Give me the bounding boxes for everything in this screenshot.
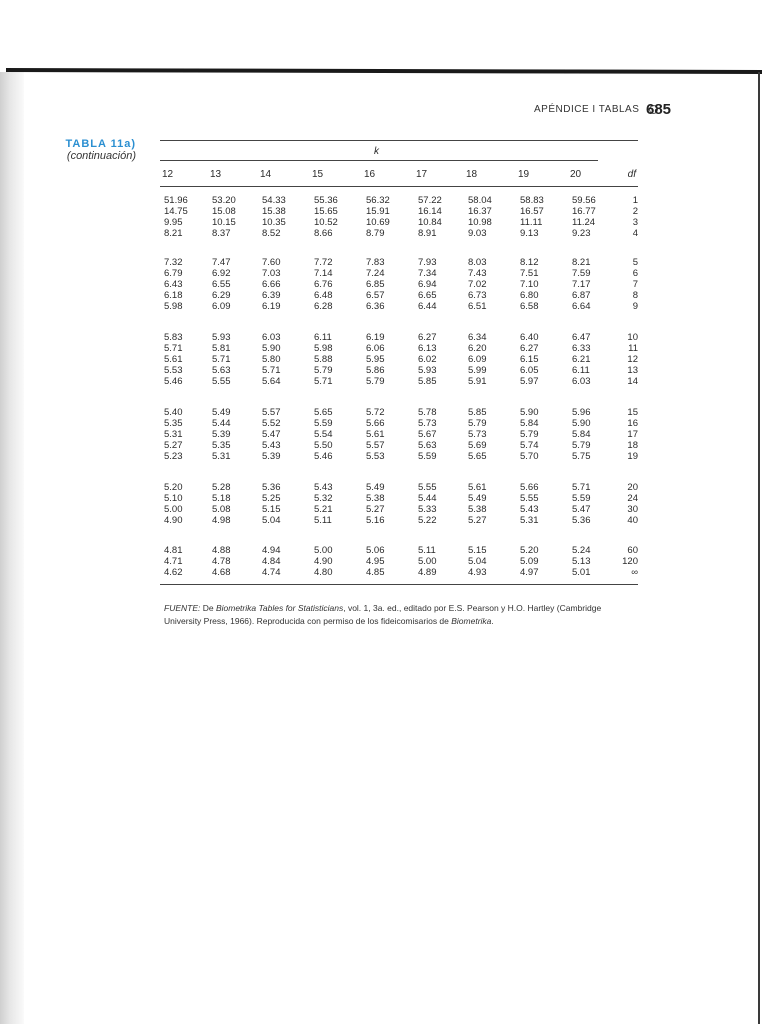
table-cell: 5.57 — [366, 440, 385, 451]
table-cell: 4.68 — [212, 567, 231, 578]
table-cell: 5.36 — [572, 515, 591, 526]
table-cell: 5.79 — [366, 376, 385, 387]
table-cell: 5.09 — [520, 556, 539, 567]
page-right-edge — [758, 72, 760, 1024]
table-cell: 7.72 — [314, 257, 333, 268]
table-cell: 5.11 — [314, 515, 332, 526]
running-head-text: APÉNDICE I TABLAS — [534, 104, 640, 115]
column-header-12: 12 — [162, 169, 174, 180]
table-cell: 10.98 — [468, 217, 492, 228]
table-cell: 6.11 — [314, 332, 332, 343]
table-cell: 11.24 — [572, 217, 596, 228]
table-cell: 14.75 — [164, 206, 188, 217]
page-top-rule — [6, 68, 762, 74]
table-cell: 5.59 — [314, 418, 333, 429]
table-cell: 4.84 — [262, 556, 281, 567]
table-cell: 6.11 — [572, 365, 590, 376]
column-header-20: 20 — [570, 169, 582, 180]
df-cell: 40 — [627, 515, 638, 526]
table-cell: 8.12 — [520, 257, 539, 268]
table-cell: 6.20 — [468, 343, 487, 354]
table-cell: 6.09 — [212, 301, 231, 312]
table-cell: 5.65 — [468, 451, 487, 462]
table-cell: 10.84 — [418, 217, 442, 228]
table-cell: 6.94 — [418, 279, 437, 290]
table-cell: 5.86 — [366, 365, 385, 376]
table-cell: 5.44 — [212, 418, 231, 429]
table-cell: 5.46 — [314, 451, 333, 462]
df-cell: 12 — [627, 354, 638, 365]
table-cell: 6.76 — [314, 279, 333, 290]
df-cell: 20 — [627, 482, 638, 493]
table-cell: 5.79 — [572, 440, 591, 451]
table-cell: 5.79 — [468, 418, 487, 429]
table-cell: 6.79 — [164, 268, 183, 279]
df-cell: 9 — [632, 301, 638, 312]
table-cell: 15.38 — [262, 206, 286, 217]
df-cell: 11 — [628, 343, 638, 354]
table-cell: 9.03 — [468, 228, 487, 239]
k-spanner-rule — [160, 160, 598, 161]
table-cell: 7.32 — [164, 257, 183, 268]
table-cell: 5.52 — [262, 418, 281, 429]
table-cell: 5.49 — [468, 493, 487, 504]
column-header-14: 14 — [260, 169, 272, 180]
table-cell: 4.74 — [262, 567, 281, 578]
table-cell: 6.13 — [418, 343, 437, 354]
table-cell: 5.65 — [314, 407, 333, 418]
table-top-rule — [160, 140, 638, 141]
table-cell: 59.56 — [572, 195, 596, 206]
table-cell: 5.98 — [164, 301, 183, 312]
footnote-label: FUENTE: — [164, 603, 201, 613]
table-cell: 5.38 — [468, 504, 487, 515]
table-cell: 56.32 — [366, 195, 390, 206]
df-cell: 3 — [632, 217, 638, 228]
table-cell: 6.05 — [520, 365, 539, 376]
footnote-text-2: , vol. 1, 3a. ed., editado por E.S. Pearson y H.O. Hartley (Cambridge University Press, 1966). Reproducida con permiso de los fideicomisarios de — [164, 603, 602, 626]
table-cell: 5.36 — [262, 482, 281, 493]
table-cell: 4.97 — [520, 567, 539, 578]
table-cell: 9.13 — [520, 228, 539, 239]
table-subtitle: (continuación) — [66, 150, 136, 162]
running-head — [534, 104, 664, 115]
table-cell: 5.70 — [520, 451, 539, 462]
table-cell: 6.33 — [572, 343, 591, 354]
df-cell: 5 — [632, 257, 638, 268]
table-bottom-rule — [160, 584, 638, 585]
table-cell: 5.73 — [418, 418, 437, 429]
table-cell: 5.55 — [418, 482, 437, 493]
table-cell: 58.83 — [520, 195, 544, 206]
table-cell: 5.16 — [366, 515, 385, 526]
df-cell: 16 — [627, 418, 638, 429]
table-cell: 7.47 — [212, 257, 231, 268]
table-cell: 5.44 — [418, 493, 437, 504]
table-cell: 58.04 — [468, 195, 492, 206]
table-cell: 5.39 — [212, 429, 231, 440]
table-cell: 6.06 — [366, 343, 385, 354]
df-cell: 10 — [627, 332, 638, 343]
table-cell: 5.49 — [366, 482, 385, 493]
footnote-text-3: . — [491, 616, 494, 626]
table-cell: 5.75 — [572, 451, 591, 462]
table-cell: 5.13 — [572, 556, 591, 567]
df-cell: 60 — [627, 545, 638, 556]
table-cell: 7.43 — [468, 268, 487, 279]
table-cell: 4.88 — [212, 545, 231, 556]
table-cell: 5.20 — [164, 482, 183, 493]
df-header: df — [627, 169, 636, 180]
table-cell: 6.34 — [468, 332, 487, 343]
table-cell: 5.93 — [212, 332, 231, 343]
table-cell: 5.57 — [262, 407, 281, 418]
table-cell: 16.14 — [418, 206, 442, 217]
table-cell: 5.31 — [520, 515, 539, 526]
footnote-text-1: De — [200, 603, 216, 613]
table-cell: 4.62 — [164, 567, 183, 578]
table-cell: 10.52 — [314, 217, 338, 228]
df-cell: 7 — [632, 279, 638, 290]
table-cell: 7.17 — [572, 279, 591, 290]
table-cell: 15.08 — [212, 206, 236, 217]
table-cell: 5.35 — [164, 418, 183, 429]
table-cell: 5.15 — [262, 504, 281, 515]
table-cell: 6.55 — [212, 279, 231, 290]
table-cell: 5.53 — [366, 451, 385, 462]
footnote-title-1: Biometrika Tables for Statisticians — [215, 603, 344, 613]
page-edge-shadow — [0, 0, 24, 1024]
table-cell: 5.66 — [520, 482, 539, 493]
table-cell: 5.43 — [314, 482, 333, 493]
table-cell: 5.84 — [572, 429, 591, 440]
table-cell: 6.39 — [262, 290, 281, 301]
table-cell: 5.99 — [468, 365, 487, 376]
table-cell: 6.03 — [572, 376, 591, 387]
table-cell: 4.80 — [314, 567, 333, 578]
table-cell: 5.79 — [314, 365, 333, 376]
table-cell: 5.55 — [212, 376, 231, 387]
table-cell: 4.90 — [164, 515, 183, 526]
table-cell: 7.10 — [520, 279, 539, 290]
table-cell: 5.23 — [164, 451, 183, 462]
table-cell: 7.60 — [262, 257, 281, 268]
table-cell: 6.51 — [468, 301, 487, 312]
table-cell: 7.34 — [418, 268, 437, 279]
table-cell: 10.15 — [212, 217, 236, 228]
table-cell: 10.35 — [262, 217, 286, 228]
table-cell: 5.27 — [164, 440, 183, 451]
table-cell: 7.14 — [314, 268, 333, 279]
table-cell: 4.85 — [366, 567, 385, 578]
table-cell: 5.35 — [212, 440, 231, 451]
table-cell: 5.21 — [314, 504, 333, 515]
table-cell: 6.21 — [572, 354, 591, 365]
table-cell: 5.72 — [366, 407, 385, 418]
table-cell: 8.37 — [212, 228, 231, 239]
table-cell: 5.31 — [164, 429, 183, 440]
table-cell: 6.66 — [262, 279, 281, 290]
table-cell: 11.11 — [520, 217, 543, 228]
table-cell: 5.33 — [418, 504, 437, 515]
column-header-17: 17 — [416, 169, 428, 180]
table-cell: 54.33 — [262, 195, 286, 206]
header-bottom-rule — [160, 186, 638, 187]
footnote-title-2: Biometrika — [451, 616, 492, 626]
table-cell: 6.19 — [262, 301, 281, 312]
table-cell: 5.31 — [212, 451, 231, 462]
table-cell: 5.93 — [418, 365, 437, 376]
df-cell: 17 — [627, 429, 638, 440]
table-cell: 8.79 — [366, 228, 385, 239]
table-cell: 5.28 — [212, 482, 231, 493]
table-cell: 5.71 — [572, 482, 591, 493]
table-cell: 5.43 — [262, 440, 281, 451]
page-number: 685 — [646, 101, 672, 118]
table-cell: 5.00 — [164, 504, 183, 515]
table-cell: 6.43 — [164, 279, 183, 290]
table-cell: 5.90 — [520, 407, 539, 418]
table-cell: 7.83 — [366, 257, 385, 268]
table-cell: 4.81 — [164, 545, 183, 556]
table-cell: 6.28 — [314, 301, 333, 312]
table-cell: 5.01 — [572, 567, 591, 578]
column-header-15: 15 — [312, 169, 324, 180]
df-cell: 18 — [627, 440, 638, 451]
table-cell: 6.15 — [520, 354, 539, 365]
source-footnote — [164, 602, 624, 628]
table-cell: 5.24 — [572, 545, 591, 556]
table-cell: 5.79 — [520, 429, 539, 440]
table-cell: 53.20 — [212, 195, 236, 206]
table-cell: 5.59 — [572, 493, 591, 504]
df-cell: 120 — [622, 556, 638, 567]
table-cell: 51.96 — [164, 195, 188, 206]
table-cell: 6.09 — [468, 354, 487, 365]
table-cell: 4.93 — [468, 567, 487, 578]
table-cell: 7.24 — [366, 268, 385, 279]
table-cell: 5.98 — [314, 343, 333, 354]
table-cell: 5.00 — [314, 545, 333, 556]
table-cell: 4.90 — [314, 556, 333, 567]
table-cell: 5.27 — [468, 515, 487, 526]
table-cell: 5.91 — [468, 376, 487, 387]
table-cell: 7.93 — [418, 257, 437, 268]
table-cell: 4.95 — [366, 556, 385, 567]
table-cell: 5.80 — [262, 354, 281, 365]
table-cell: 6.92 — [212, 268, 231, 279]
table-cell: 5.00 — [418, 556, 437, 567]
df-cell: 6 — [632, 268, 638, 279]
table-cell: 7.59 — [572, 268, 591, 279]
table-cell: 4.78 — [212, 556, 231, 567]
table-cell: 6.87 — [572, 290, 591, 301]
table-cell: 6.27 — [418, 332, 437, 343]
table-cell: 6.85 — [366, 279, 385, 290]
table-cell: 5.25 — [262, 493, 281, 504]
df-cell: 30 — [627, 504, 638, 515]
table-cell: 5.22 — [418, 515, 437, 526]
table-cell: 5.15 — [468, 545, 487, 556]
table-cell: 4.98 — [212, 515, 231, 526]
df-cell: 24 — [627, 493, 638, 504]
table-cell: 5.81 — [212, 343, 231, 354]
table-title: TABLA 11a) — [65, 138, 136, 150]
table-cell: 5.85 — [468, 407, 487, 418]
table-cell: 5.43 — [520, 504, 539, 515]
table-cell: 6.27 — [520, 343, 539, 354]
table-cell: 5.90 — [572, 418, 591, 429]
column-header-19: 19 — [518, 169, 530, 180]
table-cell: 5.78 — [418, 407, 437, 418]
table-cell: 6.57 — [366, 290, 385, 301]
column-header-16: 16 — [364, 169, 376, 180]
table-cell: 5.47 — [572, 504, 591, 515]
table-cell: 5.71 — [314, 376, 333, 387]
table-cell: 5.67 — [418, 429, 437, 440]
table-cell: 5.61 — [468, 482, 487, 493]
table-cell: 16.77 — [572, 206, 596, 217]
df-cell: 13 — [627, 365, 638, 376]
table-cell: 5.63 — [212, 365, 231, 376]
table-cell: 5.85 — [418, 376, 437, 387]
table-cell: 8.21 — [572, 257, 591, 268]
table-cell: 8.52 — [262, 228, 281, 239]
table-cell: 6.29 — [212, 290, 231, 301]
table-cell: 5.08 — [212, 504, 231, 515]
table-cell: 5.69 — [468, 440, 487, 451]
table-cell: 6.73 — [468, 290, 487, 301]
table-cell: 5.71 — [164, 343, 183, 354]
table-cell: 5.61 — [164, 354, 183, 365]
table-cell: 6.18 — [164, 290, 183, 301]
table-cell: 6.44 — [418, 301, 437, 312]
df-cell: ∞ — [631, 567, 638, 578]
table-cell: 5.66 — [366, 418, 385, 429]
table-cell: 5.39 — [262, 451, 281, 462]
table-cell: 7.02 — [468, 279, 487, 290]
table-cell: 5.59 — [418, 451, 437, 462]
column-header-18: 18 — [466, 169, 478, 180]
table-cell: 5.74 — [520, 440, 539, 451]
table-cell: 5.11 — [418, 545, 436, 556]
table-cell: 5.06 — [366, 545, 385, 556]
table-cell: 8.03 — [468, 257, 487, 268]
table-caption — [50, 138, 136, 162]
table-cell: 6.40 — [520, 332, 539, 343]
table-cell: 5.10 — [164, 493, 183, 504]
table-cell: 4.89 — [418, 567, 437, 578]
table-cell: 5.84 — [520, 418, 539, 429]
df-cell: 14 — [627, 376, 638, 387]
table-cell: 8.21 — [164, 228, 183, 239]
table-cell: 5.18 — [212, 493, 231, 504]
table-cell: 5.71 — [262, 365, 281, 376]
table-cell: 8.91 — [418, 228, 437, 239]
table-cell: 6.58 — [520, 301, 539, 312]
table-cell: 7.03 — [262, 268, 281, 279]
table-cell: 6.80 — [520, 290, 539, 301]
table-cell: 5.49 — [212, 407, 231, 418]
table-cell: 6.48 — [314, 290, 333, 301]
table-cell: 5.61 — [366, 429, 385, 440]
df-cell: 15 — [627, 407, 638, 418]
table-cell: 5.54 — [314, 429, 333, 440]
table-cell: 5.38 — [366, 493, 385, 504]
df-cell: 19 — [627, 451, 638, 462]
table-cell: 6.47 — [572, 332, 591, 343]
table-cell: 5.83 — [164, 332, 183, 343]
column-header-row — [0, 169, 768, 183]
table-cell: 5.96 — [572, 407, 591, 418]
table-cell: 9.23 — [572, 228, 591, 239]
table-cell: 4.71 — [164, 556, 183, 567]
table-cell: 5.04 — [468, 556, 487, 567]
table-cell: 6.65 — [418, 290, 437, 301]
table-cell: 7.51 — [520, 268, 539, 279]
table-cell: 5.27 — [366, 504, 385, 515]
table-cell: 16.37 — [468, 206, 492, 217]
table-cell: 5.20 — [520, 545, 539, 556]
table-cell: 16.57 — [520, 206, 544, 217]
table-cell: 5.53 — [164, 365, 183, 376]
table-cell: 15.65 — [314, 206, 338, 217]
table-cell: 5.90 — [262, 343, 281, 354]
df-cell: 8 — [632, 290, 638, 301]
table-cell: 5.71 — [212, 354, 231, 365]
table-cell: 5.50 — [314, 440, 333, 451]
table-cell: 4.94 — [262, 545, 281, 556]
table-cell: 15.91 — [366, 206, 390, 217]
table-cell: 6.02 — [418, 354, 437, 365]
table-cell: 5.97 — [520, 376, 539, 387]
table-cell: 10.69 — [366, 217, 390, 228]
scan-margin — [0, 0, 768, 72]
table-cell: 5.32 — [314, 493, 333, 504]
table-cell: 5.73 — [468, 429, 487, 440]
table-cell: 5.55 — [520, 493, 539, 504]
table-cell: 9.95 — [164, 217, 183, 228]
table-cell: 5.47 — [262, 429, 281, 440]
table-cell: 5.40 — [164, 407, 183, 418]
table-cell: 55.36 — [314, 195, 338, 206]
table-cell: 5.63 — [418, 440, 437, 451]
table-cell: 5.88 — [314, 354, 333, 365]
table-cell: 5.04 — [262, 515, 281, 526]
k-label: k — [374, 146, 379, 157]
table-cell: 57.22 — [418, 195, 442, 206]
table-cell: 6.03 — [262, 332, 281, 343]
table-cell: 5.46 — [164, 376, 183, 387]
table-cell: 6.36 — [366, 301, 385, 312]
table-cell: 5.64 — [262, 376, 281, 387]
df-cell: 2 — [632, 206, 638, 217]
column-header-13: 13 — [210, 169, 222, 180]
table-cell: 8.66 — [314, 228, 333, 239]
table-cell: 5.95 — [366, 354, 385, 365]
df-cell: 4 — [632, 228, 638, 239]
df-cell: 1 — [632, 195, 638, 206]
table-cell: 6.19 — [366, 332, 385, 343]
table-cell: 6.64 — [572, 301, 591, 312]
